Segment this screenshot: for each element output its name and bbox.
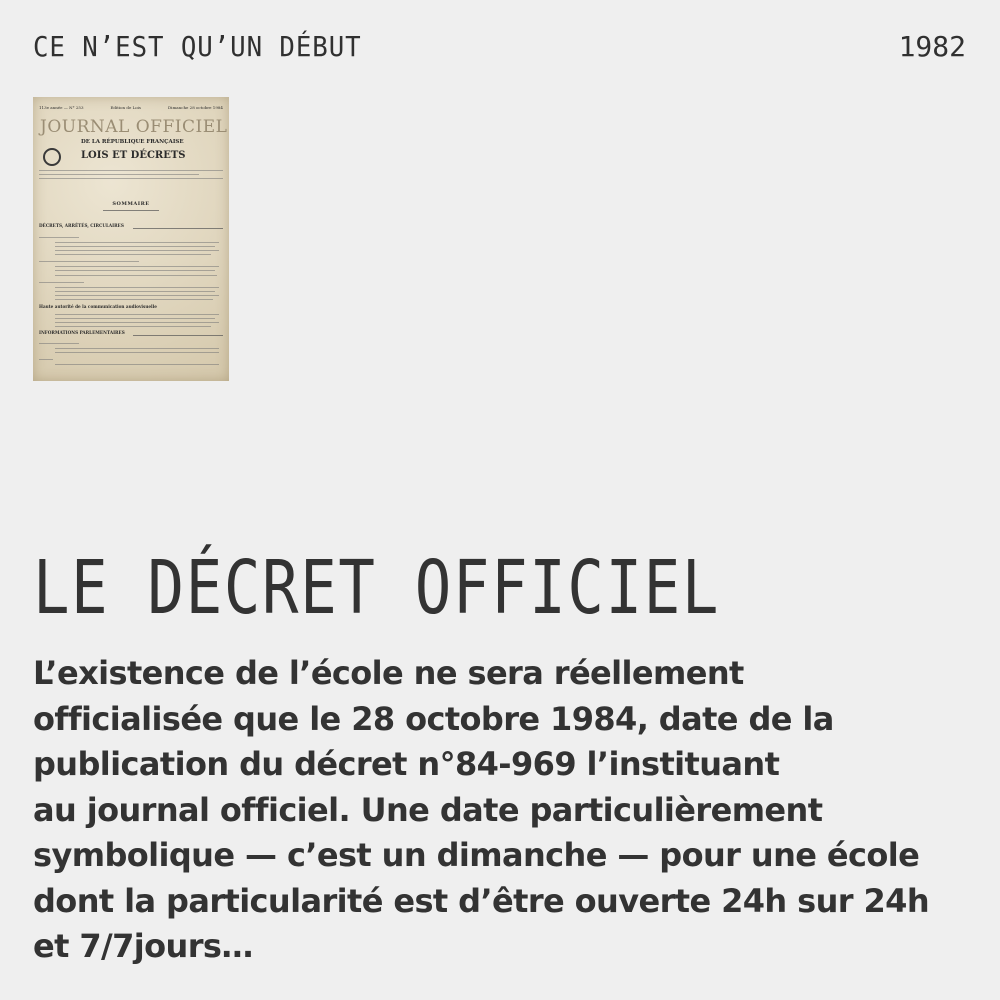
doc-issue-number: 113e année — N° 253 xyxy=(39,105,84,110)
doc-summary-heading: SOMMAIRE xyxy=(112,201,150,207)
doc-edition: Edition de Lois xyxy=(110,105,141,110)
body-line: publication du décret n°84-969 l’instituant xyxy=(33,745,780,783)
doc-masthead: JOURNAL OFFICIEL xyxy=(40,117,228,137)
republic-seal-icon xyxy=(43,148,61,166)
header-year: 1982 xyxy=(898,30,966,63)
body-line: au journal officiel. Une date particulièrement xyxy=(33,790,823,829)
doc-heading-decrees: DÉCRETS, ARRÊTÉS, CIRCULAIRES xyxy=(39,223,124,228)
doc-heading-parliament: INFORMATIONS PARLEMENTAIRES xyxy=(39,330,125,335)
body-line: dont la particularité est d’être ouverte 24h sur 24h xyxy=(33,881,930,920)
body-line: et 7/7jours… xyxy=(33,927,253,965)
doc-subtitle: DE LA RÉPUBLIQUE FRANÇAISE xyxy=(81,139,184,145)
doc-heading-audiovisual: Haute autorité de la communication audiovisuelle xyxy=(39,304,157,309)
journal-officiel-image xyxy=(33,97,229,381)
doc-section-title: LOIS ET DÉCRETS xyxy=(81,150,186,161)
header-series-title: CE N’EST QU’UN DÉBUT xyxy=(33,30,362,63)
body-line: officialisée que le 28 octobre 1984, date de la xyxy=(33,699,834,738)
body-paragraph xyxy=(33,651,973,970)
doc-date: Dimanche 28 octobre 1984 xyxy=(167,105,223,110)
body-line: L’existence de l’école ne sera réellement xyxy=(33,654,744,692)
body-line: symbolique — c’est un dimanche — pour une école xyxy=(33,836,920,874)
page-title: LE DÉCRET OFFICIEL xyxy=(33,545,721,631)
